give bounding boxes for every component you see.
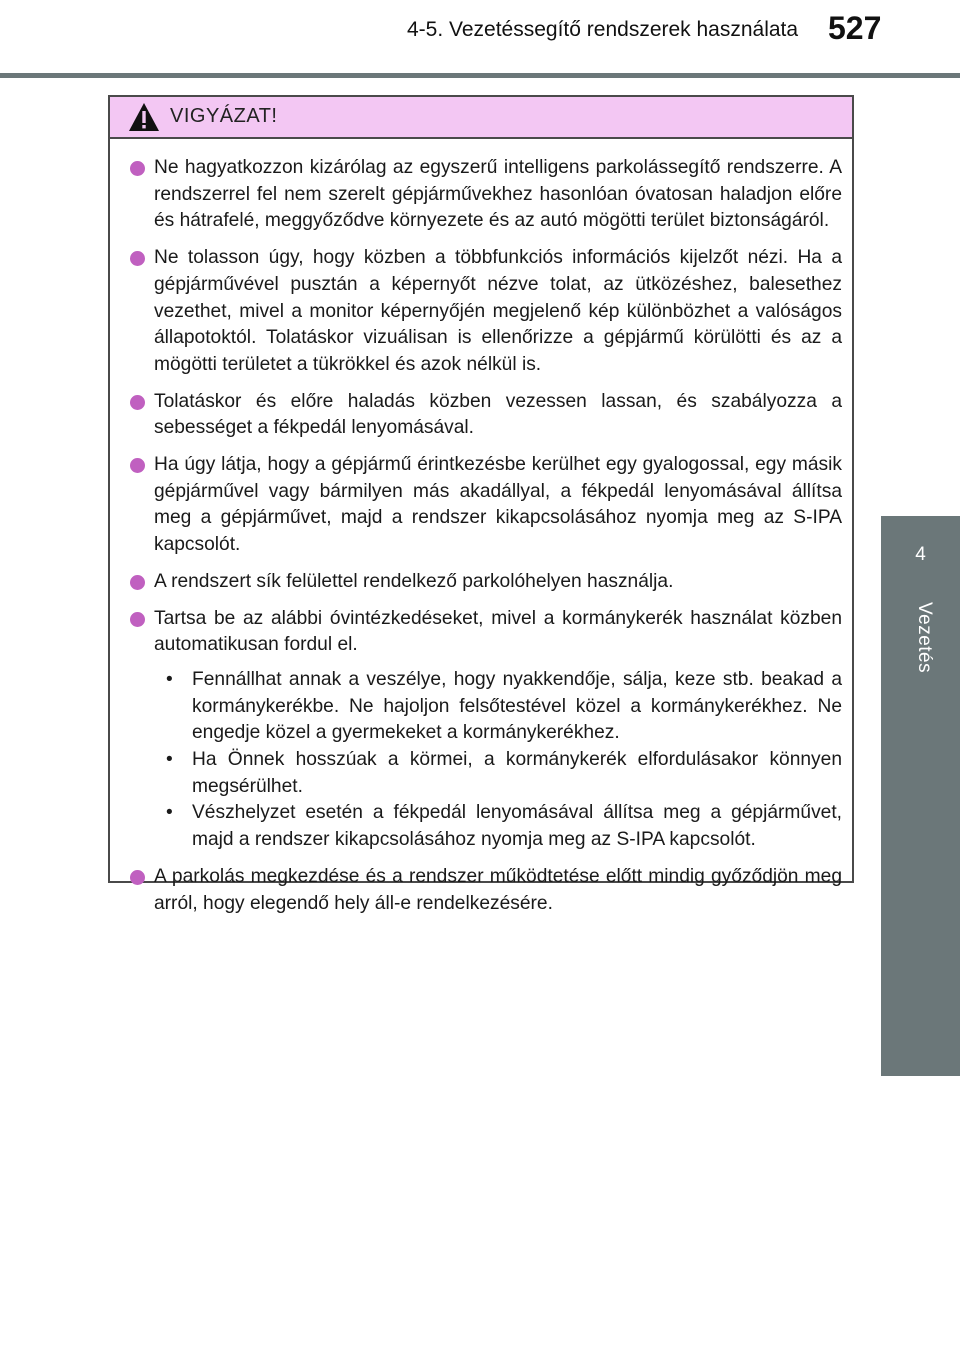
sub-list-item [166, 747, 842, 800]
sub-item-text: Vészhelyzet esetén a fékpedál lenyomásával állítsa meg a gépjárművet, majd a rendszer kikapcsolásához nyomja meg az S-IPA kapcsolót. [192, 802, 842, 851]
warning-header [110, 97, 852, 139]
warning-item [130, 452, 842, 559]
sub-item-text: Ha Önnek hosszúak a körmei, a kormánykerék elfordulásakor könnyen megsérülhet. [192, 749, 842, 797]
warning-title: VIGYÁZAT! [170, 105, 278, 127]
sub-bullet: • [166, 668, 173, 690]
chapter-label: Vezetés [914, 602, 935, 674]
page-number: 527 [828, 10, 882, 46]
warning-content [130, 155, 842, 927]
bullet-dot-icon [130, 575, 145, 590]
warning-box [108, 95, 854, 914]
bullet-dot-icon [130, 251, 145, 266]
warning-item-text: A rendszert sík felülettel rendelkező parkolóhelyen használja. [154, 570, 674, 592]
sub-list-item [166, 800, 842, 853]
warning-item [130, 606, 842, 854]
warning-item-text: Ne tolasson úgy, hogy közben a többfunkciós információs kijelzőt nézi. Ha a gépjárművével pusztán a képernyőt nézve tolat, az ütközéshez, balesethez vezethet, mivel a monitor képernyőjén megjelenő kép különbözhet a valóságos állapotoktól. Tolatáskor vizuálisan is ellenőrizze a gépjármű körülötti és az a mögötti területet a tükrökkel és azok nélkül is. [154, 247, 842, 375]
warning-item [130, 245, 842, 379]
bullet-dot-icon [130, 612, 145, 627]
bullet-dot-icon [130, 458, 145, 473]
bullet-dot-icon [130, 395, 145, 410]
bullet-dot-icon [130, 161, 145, 176]
sub-list-item [166, 667, 842, 747]
warning-triangle-icon [128, 102, 160, 132]
warning-item [130, 864, 842, 917]
header-section-title: 4-5. Vezetéssegítő rendszerek használata [407, 18, 799, 41]
sub-item-text: Fennállhat annak a veszélye, hogy nyakkendője, sálja, keze stb. beakad a kormánykerékbe. Ne hajoljon felsőtestével közel a kormánykerékhez. Ne engedje közel a gyermekeket a kormánykerékhez. [192, 668, 842, 744]
warning-item-text: Ne hagyatkozzon kizárólag az egyszerű intelligens parkolássegítő rendszerre. A rendszerrel fel nem szerelt gépjárművekhez hasonlóan óvatosan haladjon előre és hátrafelé, meggyőződve környezete és az autó mögötti terület biztonságáról. [154, 157, 842, 232]
warning-item [130, 389, 842, 442]
chapter-side-tab [881, 516, 960, 1076]
chapter-number: 4 [915, 544, 926, 565]
sub-bullet: • [166, 802, 173, 824]
bullet-dot-icon [130, 870, 145, 885]
warning-item-text: A parkolás megkezdése és a rendszer működtetése előtt mindig győződjön meg arról, hogy elegendő hely áll-e rendelkezésére. [154, 865, 842, 914]
warning-item [130, 569, 842, 596]
warning-item [130, 155, 842, 235]
sub-bullet: • [166, 749, 173, 771]
header-rule [0, 73, 960, 78]
warning-item-text: Ha úgy látja, hogy a gépjármű érintkezésbe kerülhet egy gyalogossal, egy másik gépjárművel vagy bármilyen más akadállyal, a fékpedál lenyomásával állítsa meg a gépjárművet, majd a rendszer kikapcsolásához nyomja meg az S-IPA kapcsolót. [154, 454, 842, 556]
sub-list [154, 667, 842, 854]
warning-item-text: Tartsa be az alábbi óvintézkedéseket, mivel a kormánykerék használat közben automatikusan fordul el. [154, 607, 842, 656]
warning-item-text: Tolatáskor és előre haladás közben vezessen lassan, és szabályozza a sebességet a fékpedál lenyomásával. [154, 390, 842, 439]
